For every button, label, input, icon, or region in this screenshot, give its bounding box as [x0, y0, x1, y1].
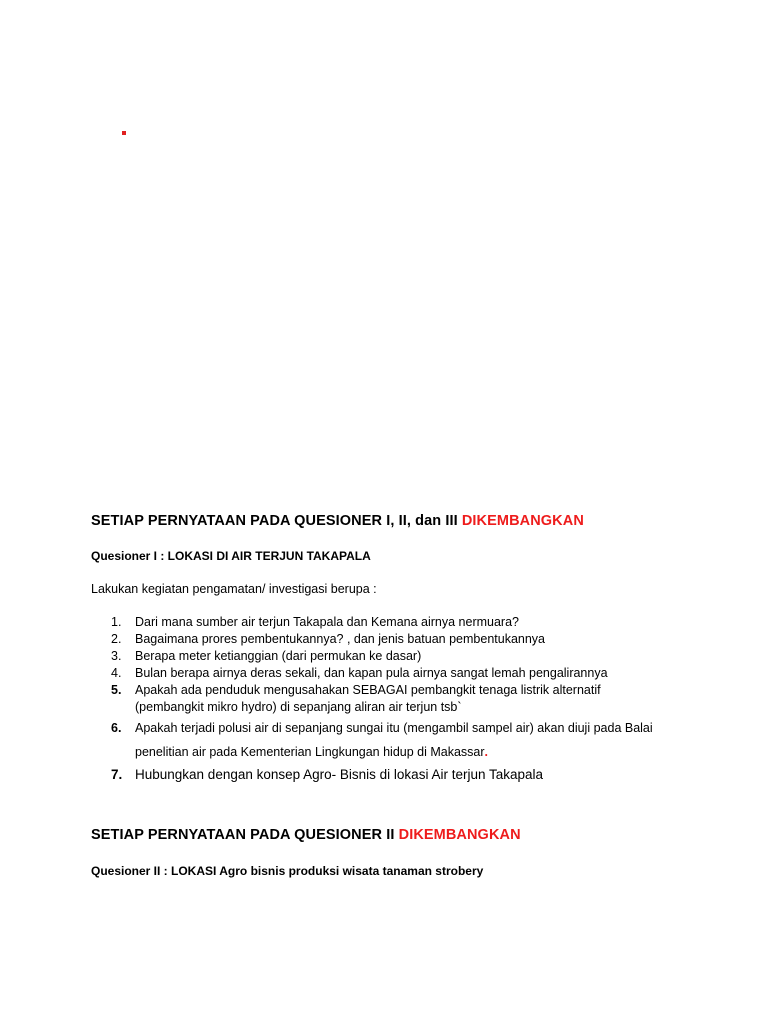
list-item-number: 6.	[111, 721, 122, 735]
list-item-number: 5.	[111, 683, 122, 697]
list-item	[91, 665, 691, 682]
list-item-text: Dari mana sumber air terjun Takapala dan Kemana airnya nermuara?	[135, 615, 520, 629]
list-item-text: Hubungkan dengan konsep Agro- Bisnis di lokasi Air terjun Takapala	[135, 767, 544, 782]
question-list	[91, 614, 691, 786]
section1-heading	[91, 513, 584, 529]
list-item-text: Bulan berapa airnya deras sekali, dan kapan pula airnya sangat lemah pengalirannya	[135, 666, 608, 680]
list-item-text-continued: penelitian air pada Kementerian Lingkungan hidup di Makassar	[135, 745, 485, 759]
list-item-number: 2.	[111, 632, 122, 646]
red-dot-mark	[122, 131, 126, 135]
section1-heading-main: SETIAP PERNYATAAN PADA QUESIONER I, II, dan III	[91, 513, 462, 529]
list-item-text: Apakah ada penduduk mengusahakan SEBAGAI pembangkit tenaga listrik alternatif	[135, 683, 601, 697]
list-item-text: Apakah terjadi polusi air di sepanjang sungai itu (mengambil sampel air) akan diuji pada Balai	[135, 721, 653, 735]
red-period-mark: .	[484, 745, 489, 759]
section2-heading-main: SETIAP PERNYATAAN PADA QUESIONER II	[91, 827, 399, 843]
list-item-text-continued: (pembangkit mikro hydro) di sepanjang aliran air terjun tsb`	[135, 700, 462, 714]
list-item	[91, 614, 691, 631]
section2-heading-accent: DIKEMBANGKAN	[398, 827, 521, 843]
list-item	[91, 764, 691, 786]
section1-intro: Lakukan kegiatan pengamatan/ investigasi berupa :	[91, 582, 377, 596]
list-item	[91, 631, 691, 648]
list-item-text: Bagaimana prores pembentukannya? , dan jenis batuan pembentukannya	[135, 632, 546, 646]
list-item	[91, 648, 691, 665]
section1-heading-accent: DIKEMBANGKAN	[461, 513, 584, 529]
list-item-number: 4.	[111, 666, 122, 680]
list-item-text: Berapa meter ketianggian (dari permukan ke dasar)	[135, 649, 422, 663]
list-item-number: 3.	[111, 649, 122, 663]
section2-heading	[91, 827, 521, 843]
section2-subheading: Quesioner II : LOKASI Agro bisnis produksi wisata tanaman strobery	[91, 864, 484, 878]
section1-subheading: Quesioner I : LOKASI DI AIR TERJUN TAKAPALA	[91, 549, 371, 563]
list-item-number: 1.	[111, 615, 122, 629]
list-item	[91, 716, 691, 764]
list-item	[91, 682, 691, 716]
list-item-number: 7.	[111, 767, 123, 782]
